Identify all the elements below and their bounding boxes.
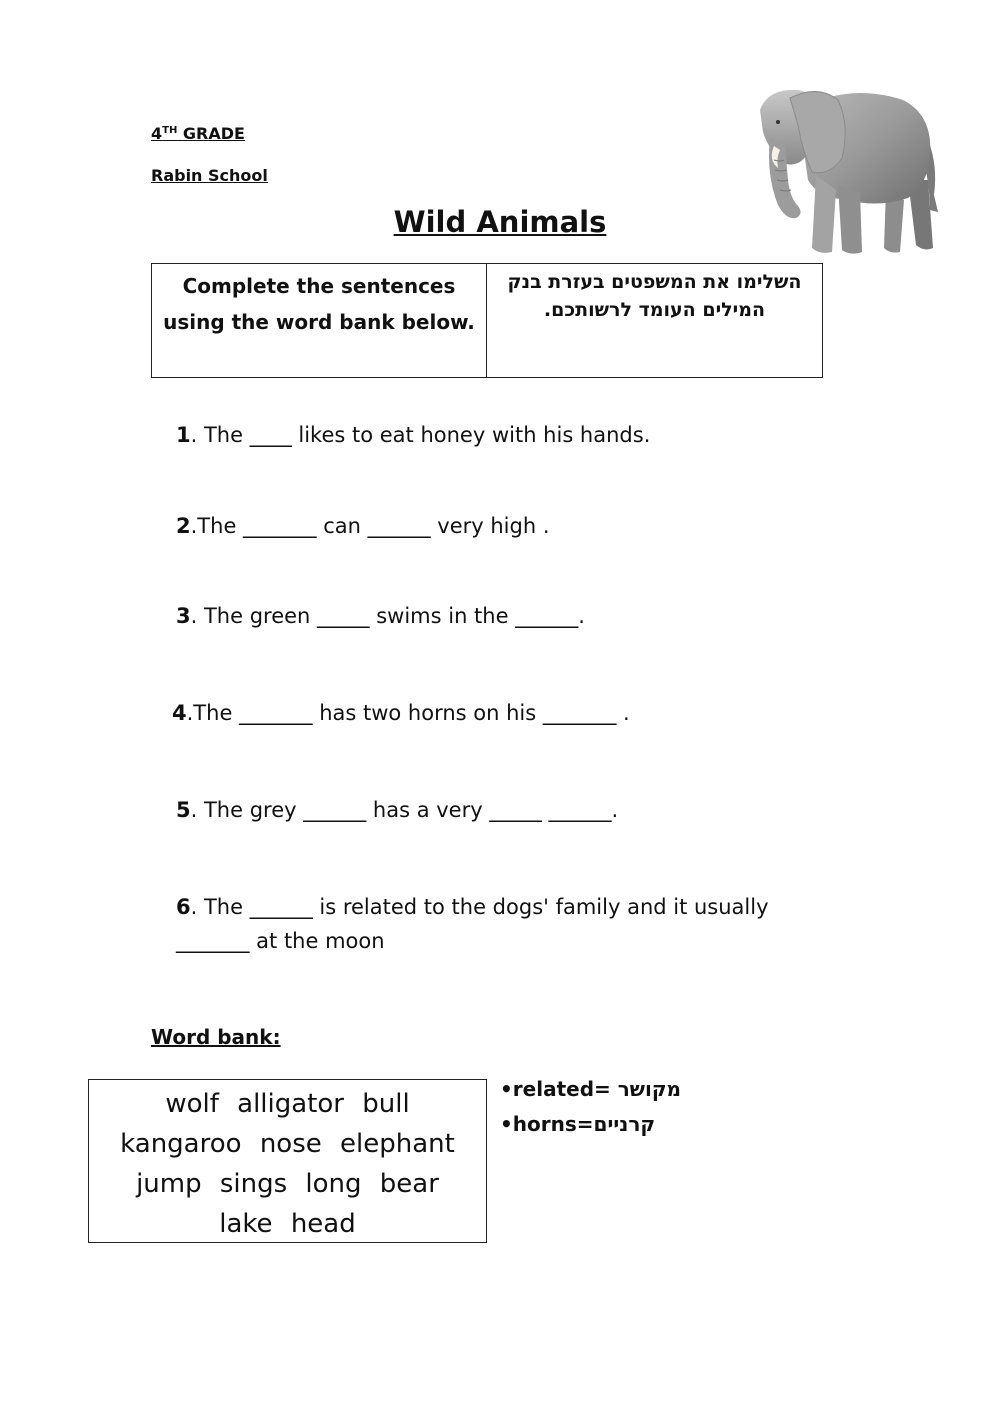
word-bank-row: wolf alligator bull bbox=[165, 1089, 410, 1119]
instruction-hebrew: השלימו את המשפטים בעזרת בנק המילים העומד לרשותכם. bbox=[507, 271, 802, 321]
question-5: 5. The grey ______ has a very _____ ______. bbox=[176, 798, 619, 822]
word-bank-box bbox=[88, 1079, 487, 1243]
word-bank-label: Word bank: bbox=[151, 1025, 281, 1049]
question-1: 1. The ____ likes to eat honey with his hands. bbox=[176, 423, 651, 447]
page-title: Wild Animals bbox=[393, 205, 607, 239]
glossary bbox=[500, 1072, 681, 1142]
school-name: Rabin School bbox=[151, 166, 268, 185]
question-6: 6. The ______ is related to the dogs' family and it usually _______ at the moon bbox=[176, 895, 769, 953]
glossary-item: •related= מקושר bbox=[500, 1077, 682, 1101]
question-4: 4.The _______ has two horns on his _______ . bbox=[172, 701, 630, 725]
question-2: 2.The _______ can ______ very high . bbox=[176, 514, 550, 538]
question-3: 3. The green _____ swims in the ______. bbox=[176, 604, 585, 628]
elephant-illustration-icon bbox=[738, 80, 943, 260]
glossary-item: •horns=קרניים bbox=[500, 1112, 656, 1136]
instruction-english: Complete the sentences using the word bank below. bbox=[152, 264, 487, 377]
word-bank-row: kangaroo nose elephant bbox=[120, 1129, 455, 1159]
word-bank-row: lake head bbox=[219, 1209, 356, 1239]
word-bank-row: jump sings long bear bbox=[136, 1169, 439, 1199]
instruction-table bbox=[151, 263, 823, 378]
grade-label: 4TH GRADE bbox=[151, 124, 245, 143]
